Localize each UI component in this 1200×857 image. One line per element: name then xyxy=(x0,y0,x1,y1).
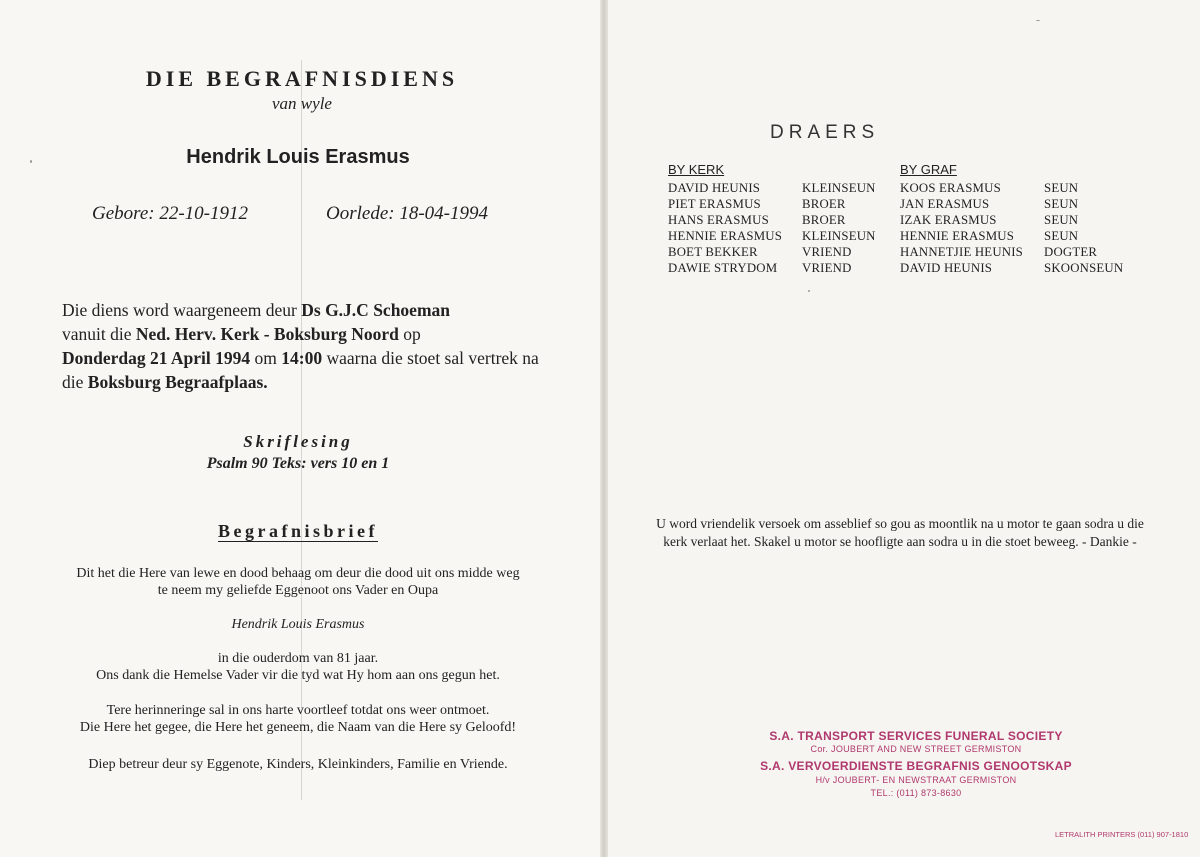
letter-line-7: Diep betreur deur sy Eggenote, Kinders, Kleinkinders, Familie en Vriende. xyxy=(88,757,508,772)
service-title: DIE BEGRAFNISDIENS xyxy=(145,66,459,91)
paper-speck xyxy=(30,160,32,163)
paper-speck xyxy=(808,290,810,292)
letter-line-2: te neem my geliefde Eggenoot ons Vader en Oupa xyxy=(157,583,439,598)
reading-title: Skriflesing xyxy=(243,432,353,451)
letter-line-3: in die ouderdom van 81 jaar. xyxy=(217,651,379,666)
bearers-heading: DRAERS xyxy=(770,122,880,143)
paper-speck xyxy=(1036,20,1040,21)
church-bearer-name: HANS ERASMUS xyxy=(668,213,769,227)
church-bearers-heading: BY KERK xyxy=(668,162,725,177)
fold-crease xyxy=(301,60,302,800)
letter-title xyxy=(0,521,596,542)
grave-bearer-relation: SEUN xyxy=(1044,213,1079,227)
page-gutter xyxy=(600,0,608,857)
letter-deceased-name: Hendrik Louis Erasmus xyxy=(231,617,365,632)
service-text-2: vanuit die xyxy=(62,324,136,344)
grave-bearer-relation: SEUN xyxy=(1044,181,1079,195)
birth-date: Gebore: 22-10-1912 xyxy=(92,203,249,224)
grave-bearer-relation: SEUN xyxy=(1044,197,1079,211)
service-text-3: op xyxy=(398,324,421,344)
death-date: Oorlede: 18-04-1994 xyxy=(326,203,488,224)
church-bearer-relation: BROER xyxy=(802,213,846,227)
grave-bearer-name: IZAK ERASMUS xyxy=(900,213,997,227)
church-bearer-relation: KLEINSEUN xyxy=(802,229,876,243)
society-name-english: S.A. TRANSPORT SERVICES FUNERAL SOCIETY xyxy=(769,729,1063,743)
subtitle: van wyle xyxy=(272,94,332,113)
church-bearer-name: PIET ERASMUS xyxy=(668,197,761,211)
grave-bearer-relation: SKOONSEUN xyxy=(1044,261,1124,275)
minister-name: Ds G.J.C Schoeman xyxy=(301,300,451,320)
service-text-5: waarna die stoet sal vertrek na die xyxy=(62,348,539,392)
service-details xyxy=(62,298,562,394)
deceased-name: Hendrik Louis Erasmus xyxy=(186,146,410,168)
grave-bearer-name: KOOS ERASMUS xyxy=(900,181,1001,195)
letter-title-text: Begrafnisbrief xyxy=(218,521,378,541)
society-name-afrikaans: S.A. VERVOERDIENSTE BEGRAFNIS GENOOTSKAP xyxy=(760,759,1072,773)
printer-credit: LETRALITH PRINTERS (011) 907-1810 xyxy=(1055,830,1189,839)
service-time: 14:00 xyxy=(281,348,323,368)
service-text-4: om xyxy=(250,348,282,368)
grave-bearer-name: DAVID HEUNIS xyxy=(900,261,993,275)
service-text-1: Die diens word waargeneem deur xyxy=(62,300,302,320)
grave-bearers-heading: BY GRAF xyxy=(900,162,957,177)
service-date: Donderdag 21 April 1994 xyxy=(62,348,251,368)
society-address-english: Cor. JOUBERT AND NEW STREET GERMISTON xyxy=(810,744,1022,754)
church-bearer-relation: VRIEND xyxy=(802,261,852,275)
church-bearer-relation: BROER xyxy=(802,197,846,211)
notice-text: U word vriendelik versoek om asseblief so gou as moontlik na u motor te gaan sodra u die kerk verlaat het. Skakel u motor se hoofligte aan sodra u in die stoet beweeg. - Dankie - xyxy=(656,516,1144,549)
church-bearer-name: DAVID HEUNIS xyxy=(668,181,761,195)
church-bearer-relation: VRIEND xyxy=(802,245,852,259)
church-bearer-name: BOET BEKKER xyxy=(668,245,758,259)
reading-reference: Psalm 90 Teks: vers 10 en 1 xyxy=(206,455,390,472)
letter-line-4: Ons dank die Hemelse Vader vir die tyd wat Hy hom aan ons gegun het. xyxy=(96,668,500,683)
letter-line-1: Dit het die Here van lewe en dood behaag om deur die dood uit ons midde weg xyxy=(76,566,520,581)
church-bearer-relation: KLEINSEUN xyxy=(802,181,876,195)
grave-bearer-relation: DOGTER xyxy=(1044,245,1098,259)
church-name: Ned. Herv. Kerk - Boksburg Noord xyxy=(135,324,399,344)
church-bearer-name: HENNIE ERASMUS xyxy=(668,229,783,243)
letter-line-6: Die Here het gegee, die Here het geneem, die Naam van die Here sy Geloofd! xyxy=(79,720,517,735)
church-bearer-name: DAWIE STRYDOM xyxy=(668,261,778,275)
grave-bearer-name: HENNIE ERASMUS xyxy=(900,229,1015,243)
grave-bearer-relation: SEUN xyxy=(1044,229,1079,243)
society-telephone: TEL.: (011) 873-8630 xyxy=(870,788,962,798)
letter-line-5: Tere herinneringe sal in ons harte voortleef totdat ons weer ontmoet. xyxy=(106,703,490,718)
grave-bearer-name: JAN ERASMUS xyxy=(900,197,990,211)
grave-bearer-name: HANNETJIE HEUNIS xyxy=(900,245,1023,259)
society-address-afrikaans: H/v JOUBERT- EN NEWSTRAAT GERMISTON xyxy=(815,775,1017,785)
cemetery-name: Boksburg Begraafplaas. xyxy=(87,372,268,392)
